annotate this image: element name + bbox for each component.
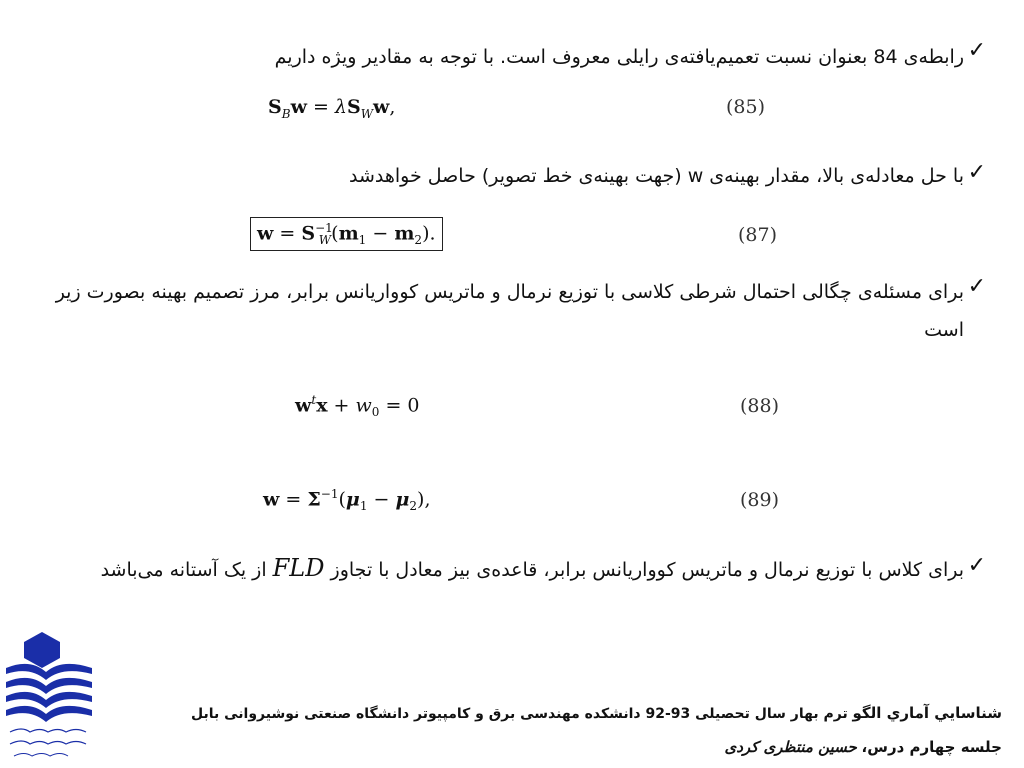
equation-89: $w = \Sigma^{-1}(\mu_1 - \mu_2)$, (263, 487, 431, 514)
checkmark-icon: ✓ (967, 553, 986, 578)
bullet-1-text: رابطه‌ی 84 بعنوان نسبت تعمیم‌یافته‌ی رایلی معروف است. با توجه به مقادیر ویژه داریم (274, 46, 964, 68)
fld-term: FLD (272, 554, 325, 582)
bullet-2 (64, 157, 964, 195)
equation-number-85: (85) (726, 96, 766, 118)
equation-88: $w^tx + w_0 = 0$ (295, 393, 420, 420)
bullet-4-text-before: برای کلاس با توزیع نرمال و ماتریس کوواریانس برابر، قاعده‌ی بیز معادل با تجاوز (330, 559, 964, 581)
university-logo (0, 628, 100, 768)
bullet-4 (34, 549, 964, 589)
equation-number-87: (87) (738, 224, 778, 246)
equation-number-88: (88) (740, 395, 780, 417)
footer-author: حسین منتظری کردی (724, 738, 857, 756)
footer-line-1-rest: ترم بهار سال تحصیلی 93-92 دانشکده مهندسی برق و کامپیوتر دانشگاه صنعتی نوشیروانی بابل (190, 706, 848, 722)
bullet-4-text-after: از یک آستانه می‌باشد (100, 559, 267, 581)
checkmark-icon: ✓ (967, 274, 986, 299)
bullet-3 (34, 273, 964, 349)
equation-number-89: (89) (740, 489, 780, 511)
bullet-3-text: برای مسئله‌ی چگالی احتمال شرطی کلاسی با توزیع نرمال و ماتریس کوواریانس برابر، مرز تصمیم بهینه بصورت زیر است (55, 281, 964, 341)
footer-line-2 (724, 738, 1002, 756)
bullet-2-text: با حل معادله‌ی بالا، مقدار بهینه‌ی w (جهت بهینه‌ی خط تصویر) حاصل خواهدشد (349, 165, 964, 187)
footer-line-1 (191, 704, 1002, 722)
footer-session: جلسه چهارم درس، (861, 738, 1002, 756)
checkmark-icon: ✓ (967, 38, 986, 63)
equation-85: $S_Bw = \lambda S_Ww$, (268, 96, 396, 121)
bullet-1 (64, 38, 964, 76)
course-title: شناسايي آماري الگو (852, 704, 1002, 722)
equation-87: $w = S^{-1}_W(m_1 - m_2)$. (250, 217, 443, 251)
checkmark-icon: ✓ (967, 160, 986, 185)
